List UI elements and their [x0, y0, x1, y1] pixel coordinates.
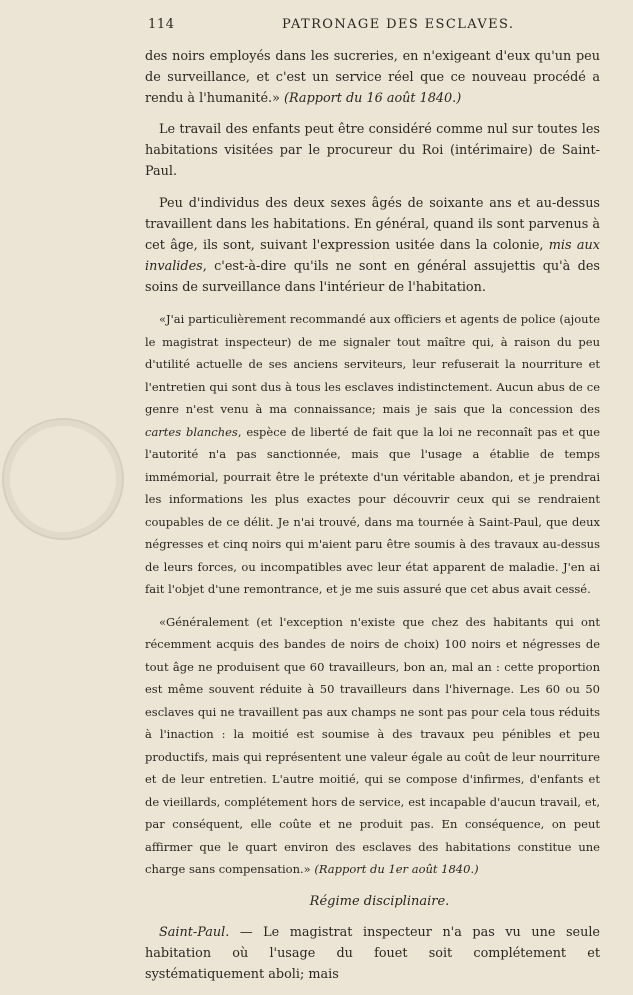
- page-header: [148, 17, 605, 37]
- paragraph-1: des noirs employés dans les sucreries, en n'exigeant d'eux qu'un peu de surveillance, et c'est un service réel que ce nouveau procédé a rendu à l'humanité.» (Rapport du 16 août 1840.): [145, 49, 600, 107]
- page-body: [145, 46, 600, 995]
- running-title: PATRONAGE DES ESCLAVES.: [282, 17, 515, 32]
- paragraph-quote-1: «J'ai particulièrement recommandé aux officiers et agents de police (ajoute le magistrat inspecteur) de me signaler tout maître qui, à raison du peu d'utilité actuelle de ses anciens serviteurs, leur refuserait la nourriture et l'entretien qui sont dus à tous les esclaves indistinctement. Aucun abus de ce genre n'est venu à ma connaissance; mais je sais que la concession des cartes blanches, espèce de liberté de fait que la loi ne reconnaît pas et que l'autorité n'a pas sanctionnée, mais que l'usage a établie de temps immémorial, pourrait être le prétexte d'un véritable abandon, et je prendrai les informations les plus exactes pour découvrir ceux qui se rendraient coupables de ce délit. Je n'ai trouvé, dans ma tournée à Saint-Paul, que deux négresses et cinq noirs qui m'aient paru être soumis à des travaux au-dessus de leurs forces, ou incompatibles avec leur état apparent de maladie. J'en ai fait l'objet d'une remontrance, et je me suis assuré que cet abus avait cessé.: [145, 312, 600, 597]
- paragraph-2: Le travail des enfants peut être considéré comme nul sur toutes les habitations visitées par le procureur du Roi (intérimaire) de Saint-Paul.: [145, 122, 600, 180]
- page-number: 114: [148, 17, 175, 32]
- paragraph-3: Peu d'individus des deux sexes âgés de soixante ans et au-dessus travaillent dans les habitations. En général, quand ils sont parvenus à cet âge, ils sont, suivant l'expression usitée dans la colonie, mis aux invalides, c'est-à-dire qu'ils ne sont en général assujettis qu'à des soins de surveillance dans l'intérieur de l'habitation.: [145, 195, 600, 295]
- paragraph-quote-2: «Généralement (et l'exception n'existe que chez des habitants qui ont récemment acquis des bandes de noirs de choix) 100 noirs et négresses de tout âge ne produisent que 60 travailleurs, bon an, mal an : cette proportion est même souvent réduite à 50 travailleurs dans l'hivernage. Les 60 ou 50 esclaves qui ne travaillent pas aux champs ne sont pas pour cela tous réduits à l'inaction : la moitié est soumise à des travaux peu pénibles et peu productifs, mais qui représentent une valeur égale au coût de leur nourriture et de leur entretien. L'autre moitié, qui se compose d'infirmes, d'enfants et de vieillards, complétement hors de service, est incapable d'aucun travail, et, par conséquent, elle coûte et ne produit pas. En conséquence, on peut affirmer que le quart environ des esclaves des habitations constitue une charge sans compensation.» (Rapport du 1er août 1840.): [145, 614, 600, 877]
- library-stamp: [2, 418, 124, 540]
- citation: (Rapport du 16 août 1840.): [284, 91, 462, 107]
- citation: (Rapport du 1er août 1840.): [314, 862, 479, 877]
- paragraph-final: Saint-Paul. — Le magistrat inspecteur n'a pas vu une seule habitation où l'usage du fouet soit complétement et systématiquement aboli; mais: [145, 924, 600, 982]
- section-heading: Régime disciplinaire.: [309, 893, 450, 909]
